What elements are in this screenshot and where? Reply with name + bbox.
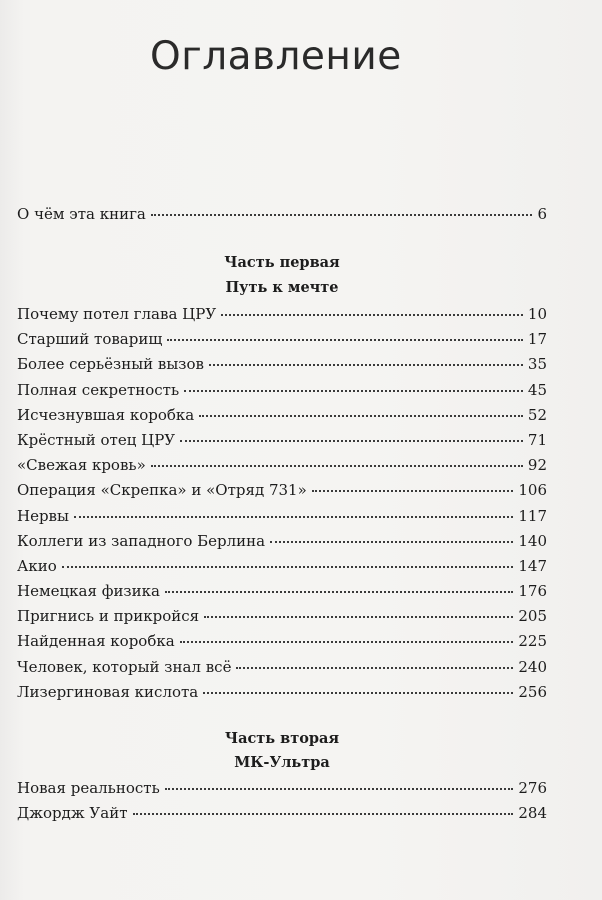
toc-entry — [17, 504, 547, 529]
dot-leader — [199, 415, 523, 417]
dot-leader — [204, 616, 513, 618]
toc-entry — [17, 604, 547, 629]
dot-leader — [180, 440, 523, 442]
toc-entry-page: 6 — [537, 205, 547, 223]
toc-entry — [17, 554, 547, 579]
toc-entry-page: 52 — [527, 405, 547, 424]
toc-entry-page: 225 — [518, 632, 547, 651]
dot-leader — [74, 516, 513, 518]
toc-entry-title: Найденная коробка — [17, 632, 175, 651]
toc-entry-page: 276 — [518, 779, 547, 797]
toc-entry — [17, 478, 547, 503]
toc-entry-page: 71 — [527, 430, 547, 449]
toc-entry-page: 284 — [518, 804, 547, 823]
part-two-entries — [17, 776, 547, 826]
intro-section — [17, 202, 547, 227]
toc-entry — [17, 428, 547, 453]
toc-entry — [17, 655, 547, 680]
toc-entry — [17, 776, 547, 801]
toc-entry-title: «Свежая кровь» — [17, 456, 146, 475]
toc-entry-title: Новая реальность — [17, 779, 160, 797]
toc-entry — [17, 403, 547, 428]
toc-entry-title: О чём эта книга — [17, 205, 146, 223]
dot-leader — [184, 390, 523, 392]
toc-entry-page: 92 — [527, 456, 547, 475]
toc-entry — [17, 327, 547, 352]
dot-leader — [133, 813, 514, 815]
dot-leader — [62, 566, 514, 568]
part-one-name: Путь к мечте — [225, 279, 339, 296]
toc-entry-title: Человек, который знал всё — [17, 657, 232, 676]
toc-entry-title: Лизергиновая кислота — [17, 682, 199, 701]
toc-entry-title: Более серьёзный вызов — [17, 355, 204, 374]
toc-entry — [17, 680, 547, 705]
dot-leader — [151, 214, 533, 216]
dot-leader — [165, 788, 514, 790]
toc-entry — [17, 453, 547, 478]
toc-entry — [17, 202, 547, 227]
dot-leader — [209, 364, 523, 366]
toc-entry — [17, 302, 547, 327]
toc-entry — [17, 579, 547, 604]
toc-entry-title: Нервы — [17, 506, 69, 525]
toc-entry-page: 35 — [527, 355, 547, 374]
toc-entry-page: 147 — [518, 556, 547, 575]
dot-leader — [165, 591, 513, 593]
part-one-entries — [17, 302, 547, 705]
toc-entry-page: 45 — [527, 380, 547, 399]
toc-entry — [17, 529, 547, 554]
page-title: Оглавление — [150, 34, 402, 79]
toc-entry-title: Коллеги из западного Берлина — [17, 531, 266, 550]
toc-entry-page: 205 — [518, 607, 547, 626]
toc-entry-page: 106 — [518, 481, 547, 500]
part-two-label: Часть вторая — [224, 730, 340, 747]
toc-entry-title: Старший товарищ — [17, 330, 163, 349]
dot-leader — [236, 667, 513, 669]
toc-entry-page: 140 — [518, 531, 547, 550]
toc-entry-title: Почему потел глава ЦРУ — [17, 305, 217, 323]
toc-entry-title: Немецкая физика — [17, 582, 160, 601]
toc-entry — [17, 352, 547, 377]
toc-entry-page: 10 — [527, 305, 547, 323]
toc-entry — [17, 801, 547, 826]
dot-leader — [180, 641, 514, 643]
part-two-name: МК-Ультра — [234, 754, 330, 771]
toc-entry-page: 256 — [518, 682, 547, 701]
dot-leader — [167, 339, 523, 341]
dot-leader — [151, 465, 523, 467]
toc-entry-page: 176 — [518, 582, 547, 601]
toc-entry-page: 17 — [527, 330, 547, 349]
dot-leader — [312, 490, 514, 492]
toc-entry-title: Исчезнувшая коробка — [17, 405, 195, 424]
toc-entry-title: Акио — [17, 556, 57, 575]
toc-entry-page: 240 — [518, 657, 547, 676]
dot-leader — [270, 541, 513, 543]
toc-entry-title: Крёстный отец ЦРУ — [17, 430, 176, 449]
toc-entry-title: Джордж Уайт — [17, 804, 128, 823]
toc-entry-title: Операция «Скрепка» и «Отряд 731» — [17, 481, 307, 500]
dot-leader — [221, 314, 523, 316]
dot-leader — [203, 692, 513, 694]
toc-entry-title: Полная секретность — [17, 380, 180, 399]
part-one-label: Часть первая — [224, 254, 340, 271]
toc-entry — [17, 378, 547, 403]
toc-entry — [17, 629, 547, 654]
toc-entry-page: 117 — [518, 506, 547, 525]
toc-entry-title: Пригнись и прикройся — [17, 607, 200, 626]
